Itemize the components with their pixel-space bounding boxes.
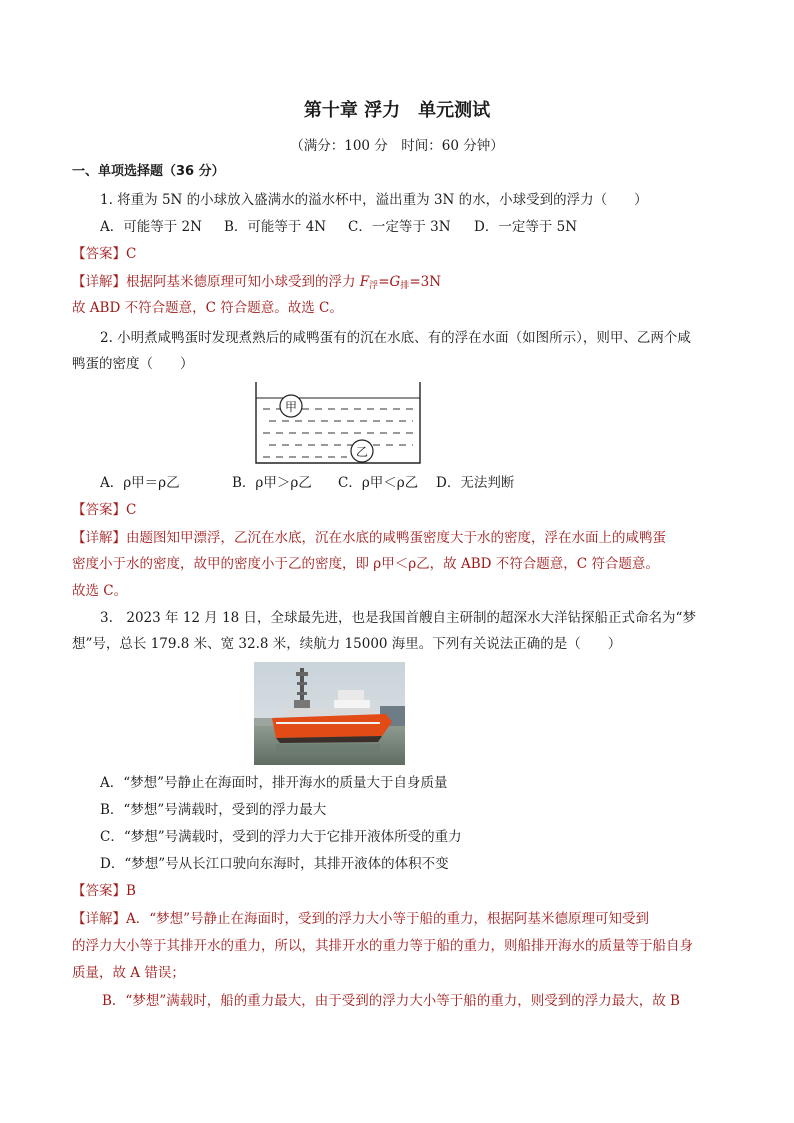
q3-detail-line1: A．“梦想”号静止在海面时，受到的浮力大小等于船的重力，根据阿基米德原理可知受到 [126, 911, 650, 927]
egg-yi-label: 乙 [355, 445, 369, 459]
q2-detail-line2: 密度小于水的密度，故甲的密度小于乙的密度，即 ρ甲＜ρ乙，故 ABD 不符合题意，C 符合题意。 [72, 556, 659, 572]
page-subtitle: （满分：100 分 时间：60 分钟） [290, 138, 504, 154]
formula-G: G [389, 274, 401, 290]
detail-tag: 【详解】 [72, 530, 126, 546]
q1-detail-text: 根据阿基米德原理可知小球受到的浮力 [126, 274, 360, 290]
q3-detail [72, 909, 649, 929]
beaker-outline [256, 382, 420, 463]
q1-detail-line2: 故 ABD 不符合题意，C 符合题意。故选 C。 [72, 300, 343, 316]
detail-tag: 【详解】 [72, 274, 126, 290]
answer-tag: 【答案】 [72, 883, 126, 899]
q3-option-b: B．“梦想”号满载时，受到的浮力最大 [100, 802, 327, 818]
q2-options [100, 473, 514, 493]
q2-stem-line2: 鸭蛋的密度（ ） [72, 356, 194, 372]
q1-detail [72, 272, 441, 296]
formula-G-sub: 排 [400, 281, 410, 291]
q1-answer-value: C [126, 246, 137, 262]
q3-option-d: D．“梦想”号从长江口驶向东海时，其排开液体的体积不变 [100, 856, 449, 872]
q3-answer [72, 881, 136, 901]
q1-answer [72, 244, 136, 264]
egg-jia-label: 甲 [284, 400, 298, 414]
q3-detail-line2: 的浮力大小等于其排开水的重力，所以，其排开水的重力等于船的重力，则船排开海水的质量等于船自身 [72, 938, 693, 954]
q1-option-a: A．可能等于 2N [100, 219, 202, 235]
q2-option-b: B．ρ甲＞ρ乙 [232, 475, 312, 491]
ship-photo [254, 662, 405, 765]
detail-tag: 【详解】 [72, 911, 126, 927]
q3-option-c: C．“梦想”号满载时，受到的浮力大于它排开液体所受的重力 [100, 829, 462, 845]
formula-eq: = [378, 274, 390, 290]
q3-detail-line3: 质量，故 A 错误； [72, 965, 185, 981]
beaker-diagram [255, 382, 421, 464]
answer-tag: 【答案】 [72, 502, 126, 518]
q1-option-d: D．一定等于 5N [474, 219, 578, 235]
q3-answer-value: B [126, 883, 136, 899]
formula-value: =3N [409, 274, 442, 290]
q2-answer [72, 500, 136, 520]
q3-detail-line4: B．“梦想”满载时，船的重力最大，由于受到的浮力大小等于船的重力，则受到的浮力最大，故 B [102, 993, 680, 1009]
q2-detail [72, 528, 666, 548]
q2-detail-line1: 由题图知甲漂浮，乙沉在水底，沉在水底的咸鸭蛋密度大于水的密度，浮在水面上的咸鸭蛋 [126, 530, 666, 546]
q3-stem-line1: 3. 2023 年 12 月 18 日，全球最先进，也是我国首艘自主研制的超深水大洋钻探船正式命名为“梦 [100, 610, 696, 626]
answer-tag: 【答案】 [72, 246, 126, 262]
q2-answer-value: C [126, 502, 137, 518]
q2-option-c: C．ρ甲＜ρ乙 [338, 475, 419, 491]
page-title: 第十章 浮力 单元测试 [303, 100, 491, 121]
formula-F-sub: 浮 [369, 281, 379, 291]
q1-option-b: B．可能等于 4N [224, 219, 327, 235]
q2-option-a: A．ρ甲＝ρ乙 [100, 475, 180, 491]
q3-stem-line2: 想”号，总长 179.8 米、宽 32.8 米，续航力 15000 海里。下列有关说法正确的是（ ） [72, 636, 622, 652]
q1-stem: 1. 将重为 5N 的小球放入盛满水的溢水杯中，溢出重为 3N 的水，小球受到的浮力（ ） [100, 192, 648, 208]
formula-F: F [359, 274, 370, 290]
section-heading: 一、单项选择题（36 分） [72, 164, 225, 179]
q2-option-d: D．无法判断 [436, 475, 515, 491]
q2-stem-line1: 2. 小明煮咸鸭蛋时发现煮熟后的咸鸭蛋有的沉在水底、有的浮在水面（如图所示），则甲、乙两个咸 [100, 330, 691, 346]
q1-options [100, 217, 577, 237]
q3-option-a: A．“梦想”号静止在海面时，排开海水的质量大于自身质量 [100, 775, 448, 791]
q2-detail-line3: 故选 C。 [72, 583, 128, 599]
q1-option-c: C．一定等于 3N [348, 219, 451, 235]
